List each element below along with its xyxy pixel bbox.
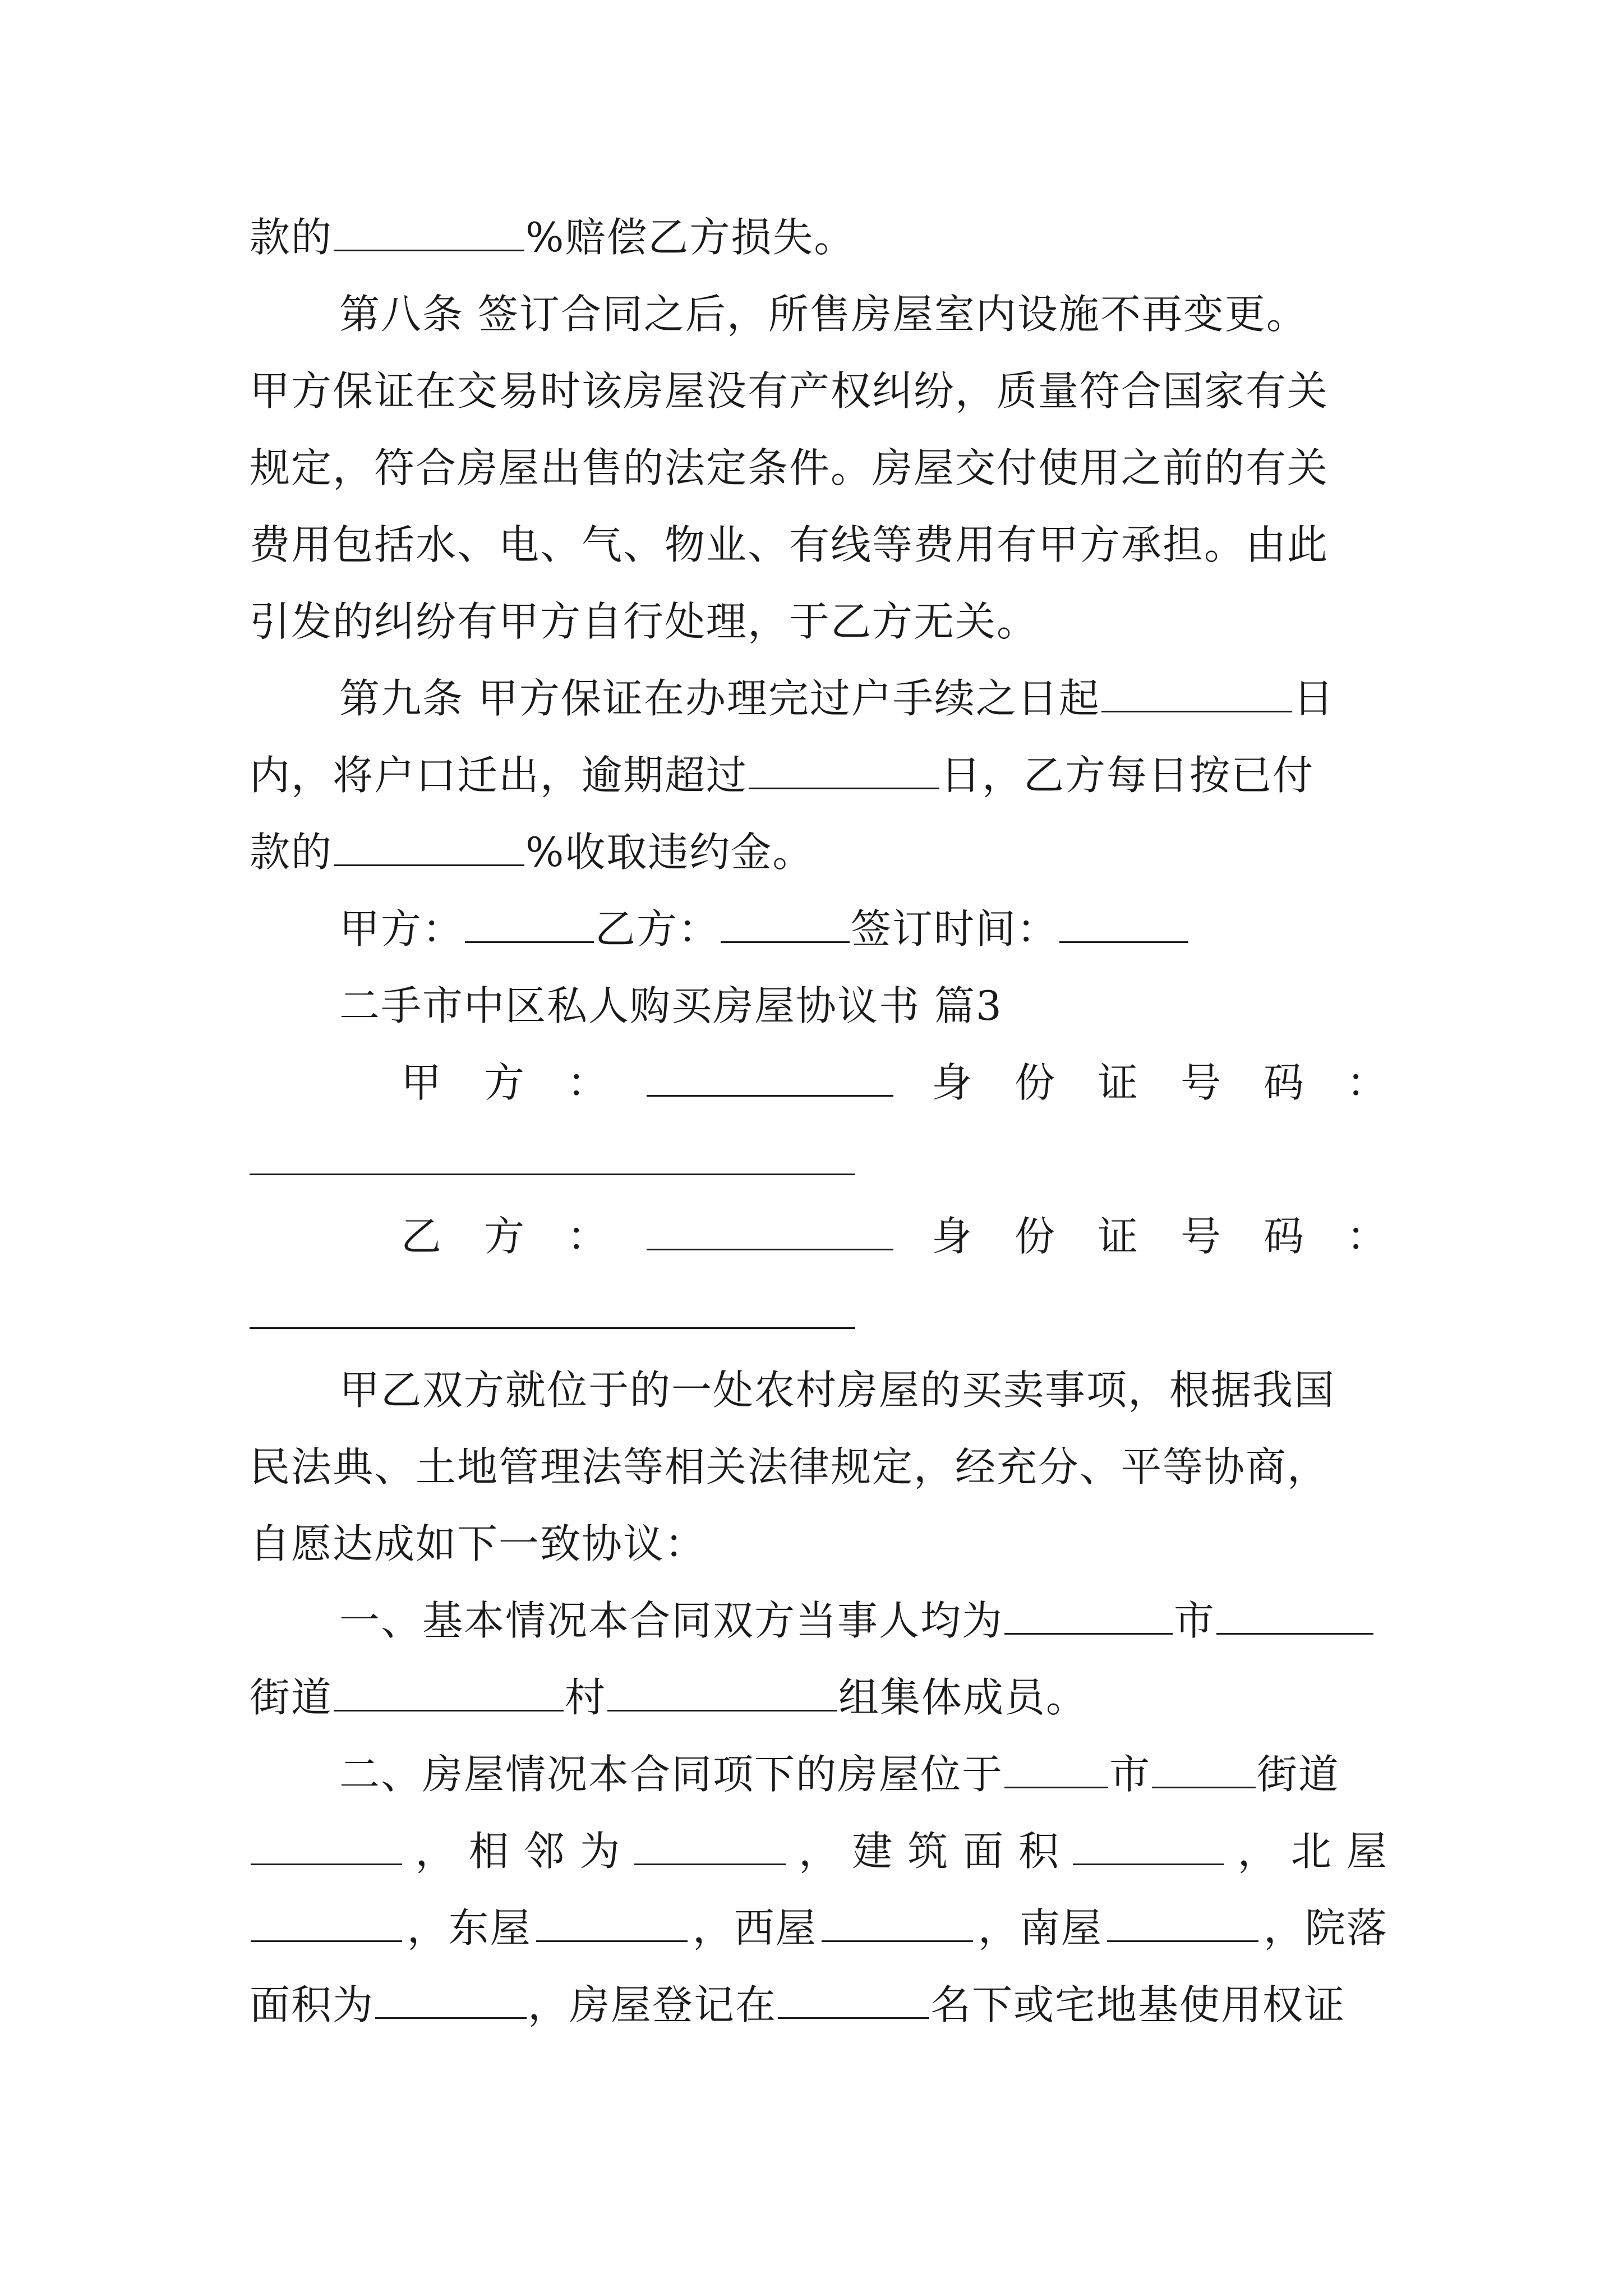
section-title bbox=[250, 981, 1388, 1031]
text-line-20 bbox=[250, 1826, 1388, 1876]
fill-blank[interactable] bbox=[749, 753, 939, 789]
party-b-blank[interactable] bbox=[721, 907, 850, 943]
text-segment: %赔偿乙方损失。 bbox=[525, 214, 856, 261]
text-line-18 bbox=[250, 1672, 1388, 1723]
text-line-8 bbox=[250, 750, 1388, 800]
text-line-19 bbox=[250, 1749, 1388, 1800]
west-room-blank[interactable] bbox=[822, 1906, 973, 1942]
group-blank[interactable] bbox=[607, 1675, 837, 1711]
text-segment: 相 邻 为 bbox=[468, 1828, 621, 1875]
text-line-1 bbox=[250, 212, 1388, 263]
text-segment: ， bbox=[415, 1828, 457, 1875]
fill-blank[interactable] bbox=[1101, 676, 1292, 712]
neighbor-blank[interactable] bbox=[634, 1829, 786, 1865]
south-room-blank[interactable] bbox=[1107, 1906, 1258, 1942]
text-segment: 款的 bbox=[250, 214, 333, 261]
text-segment: ，南屋 bbox=[978, 1904, 1103, 1952]
text-line-14 bbox=[250, 1365, 1388, 1415]
party-b-id-blank[interactable] bbox=[250, 1327, 855, 1329]
text-segment: 日 bbox=[1293, 675, 1335, 722]
city-blank[interactable] bbox=[1004, 1752, 1108, 1788]
party-b-name-blank[interactable] bbox=[647, 1214, 893, 1250]
text-segment: ，房屋登记在 bbox=[528, 1981, 777, 2028]
text-line-4 bbox=[250, 443, 1388, 493]
text-segment: 市 bbox=[1109, 1751, 1151, 1798]
fill-blank[interactable] bbox=[334, 215, 524, 251]
text-segment: 规定，符合房屋出售的法定条件。房屋交付使用之前的有关 bbox=[250, 444, 1329, 491]
location-blank[interactable] bbox=[251, 1829, 402, 1865]
party-a-id-blank[interactable] bbox=[250, 1174, 855, 1175]
party-b-label: 乙 方 ： bbox=[401, 1213, 609, 1260]
text-segment: 自愿达成如下一致协议： bbox=[250, 1520, 707, 1567]
text-segment: %收取违约金。 bbox=[525, 829, 814, 876]
party-a-label: 甲 方 ： bbox=[401, 1059, 609, 1106]
registered-owner-blank[interactable] bbox=[778, 1982, 929, 2019]
clause-eight-heading: 第八条 签订合同之后，所售房屋室内设施不再变更。 bbox=[339, 291, 1308, 338]
text-segment: ， bbox=[799, 1828, 841, 1875]
text-line-9 bbox=[250, 827, 1388, 877]
party-b-id-line bbox=[250, 1211, 1388, 1262]
text-line-15 bbox=[250, 1442, 1388, 1492]
text-segment: 村 bbox=[565, 1674, 607, 1721]
id-number-label: 身 份 证 号 码 ： bbox=[931, 1059, 1388, 1106]
text-segment: ， bbox=[1237, 1828, 1279, 1875]
article-two-heading: 二、房屋情况本合同项下的房屋位于 bbox=[339, 1751, 1004, 1798]
text-segment: 北 屋 bbox=[1291, 1828, 1388, 1875]
text-segment: 民法典、土地管理法等相关法律规定，经充分、平等协商， bbox=[250, 1443, 1329, 1490]
party-a-name-blank[interactable] bbox=[647, 1060, 893, 1097]
text-line-6 bbox=[250, 596, 1388, 647]
party-a-label: 甲方： bbox=[339, 905, 464, 953]
text-segment: 组集体成员。 bbox=[838, 1674, 1088, 1721]
text-segment: 市 bbox=[1174, 1597, 1216, 1644]
text-segment: 内，将户口迁出，逾期超过 bbox=[250, 752, 748, 799]
section-heading: 二手市中区私人购买房屋协议书 篇3 bbox=[339, 982, 1003, 1029]
article-one-heading: 一、基本情况本合同双方当事人均为 bbox=[339, 1597, 1004, 1644]
party-b-label: 乙方： bbox=[595, 905, 720, 953]
text-line-16 bbox=[250, 1519, 1388, 1569]
text-segment: 甲乙双方就位于的一处农村房屋的买卖事项，根据我国 bbox=[339, 1366, 1336, 1414]
village-blank[interactable] bbox=[334, 1675, 564, 1711]
clause-nine-heading: 第九条 甲方保证在办理完过户手续之日起 bbox=[339, 675, 1100, 722]
sign-date-blank[interactable] bbox=[1059, 907, 1188, 943]
fill-blank[interactable] bbox=[334, 830, 524, 866]
yard-area-blank[interactable] bbox=[375, 1982, 527, 2019]
text-line-22 bbox=[250, 1980, 1388, 2030]
text-segment: 街道 bbox=[1257, 1751, 1340, 1798]
north-room-blank[interactable] bbox=[251, 1906, 402, 1942]
text-segment: ，西屋 bbox=[692, 1904, 817, 1952]
signature-line bbox=[250, 904, 1388, 954]
text-segment: 日，乙方每日按已付 bbox=[940, 752, 1315, 799]
text-segment: ，院落 bbox=[1263, 1904, 1388, 1952]
text-segment: 建 筑 面 积 bbox=[852, 1828, 1061, 1875]
id-number-label: 身 份 证 号 码 ： bbox=[931, 1213, 1388, 1260]
text-segment: 甲方保证在交易时该房屋没有产权纠纷，质量符合国家有关 bbox=[250, 367, 1329, 415]
text-line-21 bbox=[250, 1903, 1388, 1953]
street-blank[interactable] bbox=[1216, 1598, 1373, 1635]
text-segment: 费用包括水、电、气、物业、有线等费用有甲方承担。由此 bbox=[250, 521, 1329, 568]
street-blank[interactable] bbox=[1152, 1752, 1256, 1788]
text-segment: 面积为 bbox=[250, 1981, 375, 2028]
text-line-17 bbox=[250, 1595, 1388, 1646]
city-blank[interactable] bbox=[1004, 1598, 1173, 1635]
building-area-blank[interactable] bbox=[1073, 1829, 1224, 1865]
text-segment: 引发的纠纷有甲方自行处理，于乙方无关。 bbox=[250, 598, 1039, 645]
party-a-blank[interactable] bbox=[465, 907, 594, 943]
text-line-2 bbox=[250, 289, 1388, 339]
text-line-7 bbox=[250, 673, 1388, 724]
text-segment: ，东屋 bbox=[407, 1904, 532, 1952]
text-line-3 bbox=[250, 366, 1388, 416]
text-segment: 名下或宅地基使用权证 bbox=[930, 1981, 1346, 2028]
sign-date-label: 签订时间： bbox=[851, 905, 1059, 953]
text-line-5 bbox=[250, 519, 1388, 570]
east-room-blank[interactable] bbox=[536, 1906, 688, 1942]
text-segment: 街道 bbox=[250, 1674, 333, 1721]
text-segment: 款的 bbox=[250, 829, 333, 876]
party-a-id-line bbox=[250, 1057, 1388, 1108]
